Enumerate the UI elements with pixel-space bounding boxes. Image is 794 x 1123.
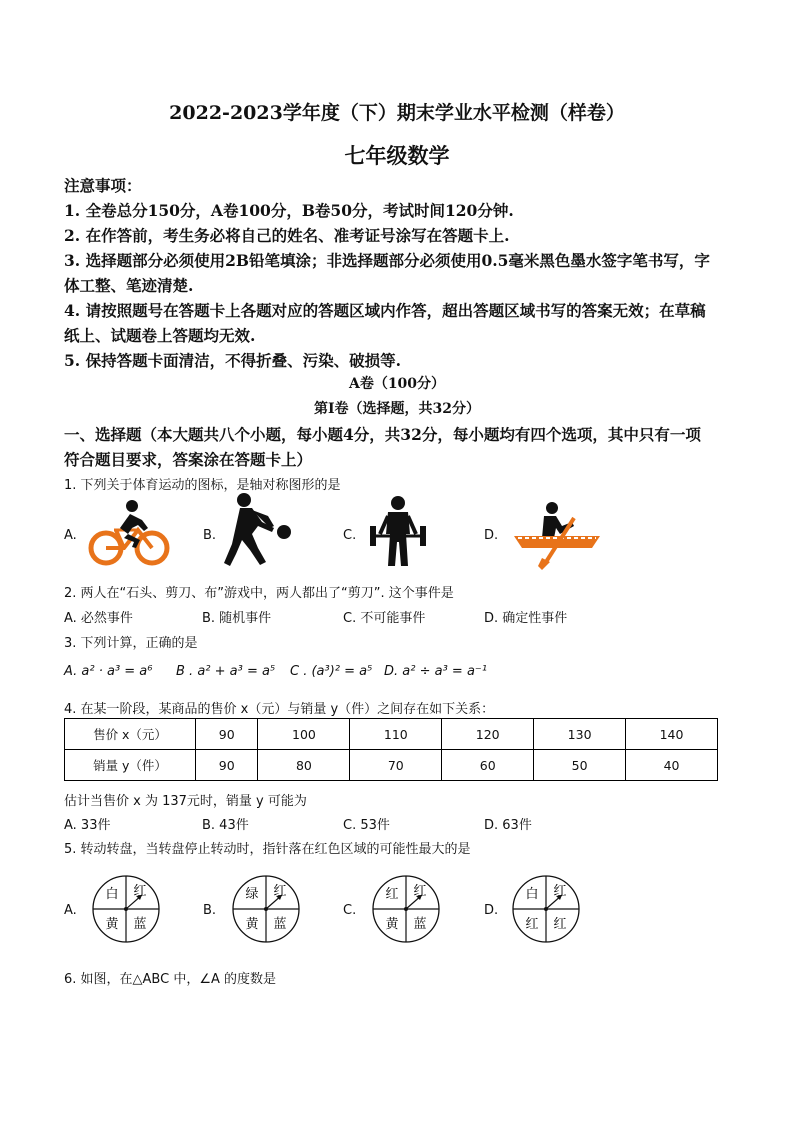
q5-stem: 5. 转动转盘，当转盘停止转动时，指针落在红色区域的可能性最大的是 — [64, 842, 471, 857]
q5-label-c: C. — [343, 903, 357, 918]
q4-option-a[interactable]: A. 33件 — [64, 818, 111, 833]
table-row — [65, 719, 718, 750]
note-item: 5. 保持答题卡面清洁，不得折叠、污染、破损等. — [64, 351, 401, 370]
q2-stem: 2. 两人在“石头、剪刀、布”游戏中，两人都出了“剪刀”. 这个事件是 — [64, 586, 454, 601]
note-item: 4. 请按照题号在答题卡上各题对应的答题区域内作答，超出答题区域书写的答案无效；在草稿 — [64, 301, 706, 320]
price-sales-table — [64, 718, 718, 781]
note-item: 3. 选择题部分必须使用2B铅笔填涂；非选择题部分必须使用0.5毫米黑色墨水签字笔书写，字 — [64, 251, 710, 270]
q3-option-c[interactable]: C . (a³)² = a⁵ — [290, 664, 373, 679]
q5-label-b: B. — [203, 903, 217, 918]
table-cell: 60 — [442, 750, 534, 781]
table-cell: 110 — [350, 719, 442, 750]
spinner-sector: 蓝 — [273, 917, 287, 932]
spinner-sector: 黄 — [105, 917, 119, 932]
notes-heading: 注意事项： — [64, 176, 142, 195]
table-cell: 100 — [258, 719, 350, 750]
q1-label-a: A. — [64, 528, 77, 543]
part1-title: 第Ⅰ卷（选择题，共32分） — [313, 401, 481, 417]
spinner-sector: 红 — [273, 884, 287, 899]
part1-instruction: 符合题目要求，答案涂在答题卡上） — [64, 450, 313, 469]
q1-label-d: D. — [484, 528, 499, 543]
note-item: 纸上、试题卷上答题均无效. — [64, 326, 256, 345]
weightlifting-icon — [366, 494, 430, 570]
q1-label-b: B. — [203, 528, 217, 543]
q2-option-d[interactable]: D. 确定性事件 — [484, 611, 568, 626]
spinner-sector: 红 — [385, 887, 399, 902]
volleyball-icon — [222, 492, 298, 570]
spinner-sector: 红 — [525, 917, 539, 932]
q2-option-c[interactable]: C. 不可能事件 — [343, 611, 426, 626]
note-item: 1. 全卷总分150分，A卷100分，B卷50分，考试时间120分钟. — [64, 201, 514, 220]
spinner-c[interactable] — [368, 873, 444, 945]
cycling-icon — [86, 498, 174, 568]
q1-stem: 1. 下列关于体育运动的图标，是轴对称图形的是 — [64, 478, 341, 493]
spinner-sector: 绿 — [245, 887, 259, 902]
spinner-b[interactable] — [228, 873, 304, 945]
q4-option-c[interactable]: C. 53件 — [343, 818, 390, 833]
spinner-sector: 蓝 — [133, 917, 147, 932]
table-cell: 70 — [350, 750, 442, 781]
spinner-sector: 黄 — [245, 917, 259, 932]
spinner-sector: 蓝 — [413, 917, 427, 932]
q5-label-a: A. — [64, 903, 77, 918]
part1-instruction: 一、选择题（本大题共八个小题，每小题4分，共32分，每小题均有四个选项，其中只有一项 — [64, 425, 701, 444]
q3-stem: 3. 下列计算，正确的是 — [64, 636, 198, 651]
note-item: 2. 在作答前，考生务必将自己的姓名、准考证号涂写在答题卡上. — [64, 226, 510, 245]
spinner-sector: 红 — [553, 917, 567, 932]
exam-title: 2022-2023学年度（下）期末学业水平检测（样卷） — [169, 102, 625, 124]
table-row — [65, 750, 718, 781]
q5-label-d: D. — [484, 903, 499, 918]
q3-option-d[interactable]: D. a² ÷ a³ = a⁻¹ — [384, 664, 487, 679]
spinner-sector: 白 — [105, 887, 119, 902]
rowing-icon — [512, 500, 602, 570]
q4-option-b[interactable]: B. 43件 — [202, 818, 249, 833]
q6-stem: 6. 如图，在△ABC 中，∠A 的度数是 — [64, 972, 277, 987]
table-cell: 140 — [626, 719, 718, 750]
note-item: 体工整、笔迹清楚. — [64, 276, 194, 295]
table-header-cell: 售价 x（元） — [65, 719, 196, 750]
table-cell: 40 — [626, 750, 718, 781]
spinner-a[interactable] — [88, 873, 164, 945]
table-cell: 50 — [534, 750, 626, 781]
table-cell: 120 — [442, 719, 534, 750]
q4-stem: 4. 在某一阶段，某商品的售价 x（元）与销量 y（件）之间存在如下关系： — [64, 702, 495, 717]
q3-option-b[interactable]: B . a² + a³ = a⁵ — [176, 664, 276, 679]
table-cell: 90 — [196, 719, 258, 750]
table-cell: 130 — [534, 719, 626, 750]
q1-label-c: C. — [343, 528, 357, 543]
table-cell: 90 — [196, 750, 258, 781]
q3-option-a[interactable]: A. a² · a³ = a⁶ — [64, 664, 153, 679]
spinner-sector: 红 — [413, 884, 427, 899]
q4-question: 估计当售价 x 为 137元时，销量 y 可能为 — [64, 794, 307, 809]
spinner-sector: 红 — [133, 884, 147, 899]
table-cell: 80 — [258, 750, 350, 781]
exam-subtitle: 七年级数学 — [344, 143, 450, 168]
section-a-title: A卷（100分） — [348, 376, 446, 392]
q2-option-a[interactable]: A. 必然事件 — [64, 611, 133, 626]
table-header-cell: 销量 y（件） — [65, 750, 196, 781]
spinner-sector: 白 — [525, 887, 539, 902]
spinner-sector: 黄 — [385, 917, 399, 932]
q2-option-b[interactable]: B. 随机事件 — [202, 611, 272, 626]
spinner-d[interactable] — [508, 873, 584, 945]
spinner-sector: 红 — [553, 884, 567, 899]
q4-option-d[interactable]: D. 63件 — [484, 818, 532, 833]
